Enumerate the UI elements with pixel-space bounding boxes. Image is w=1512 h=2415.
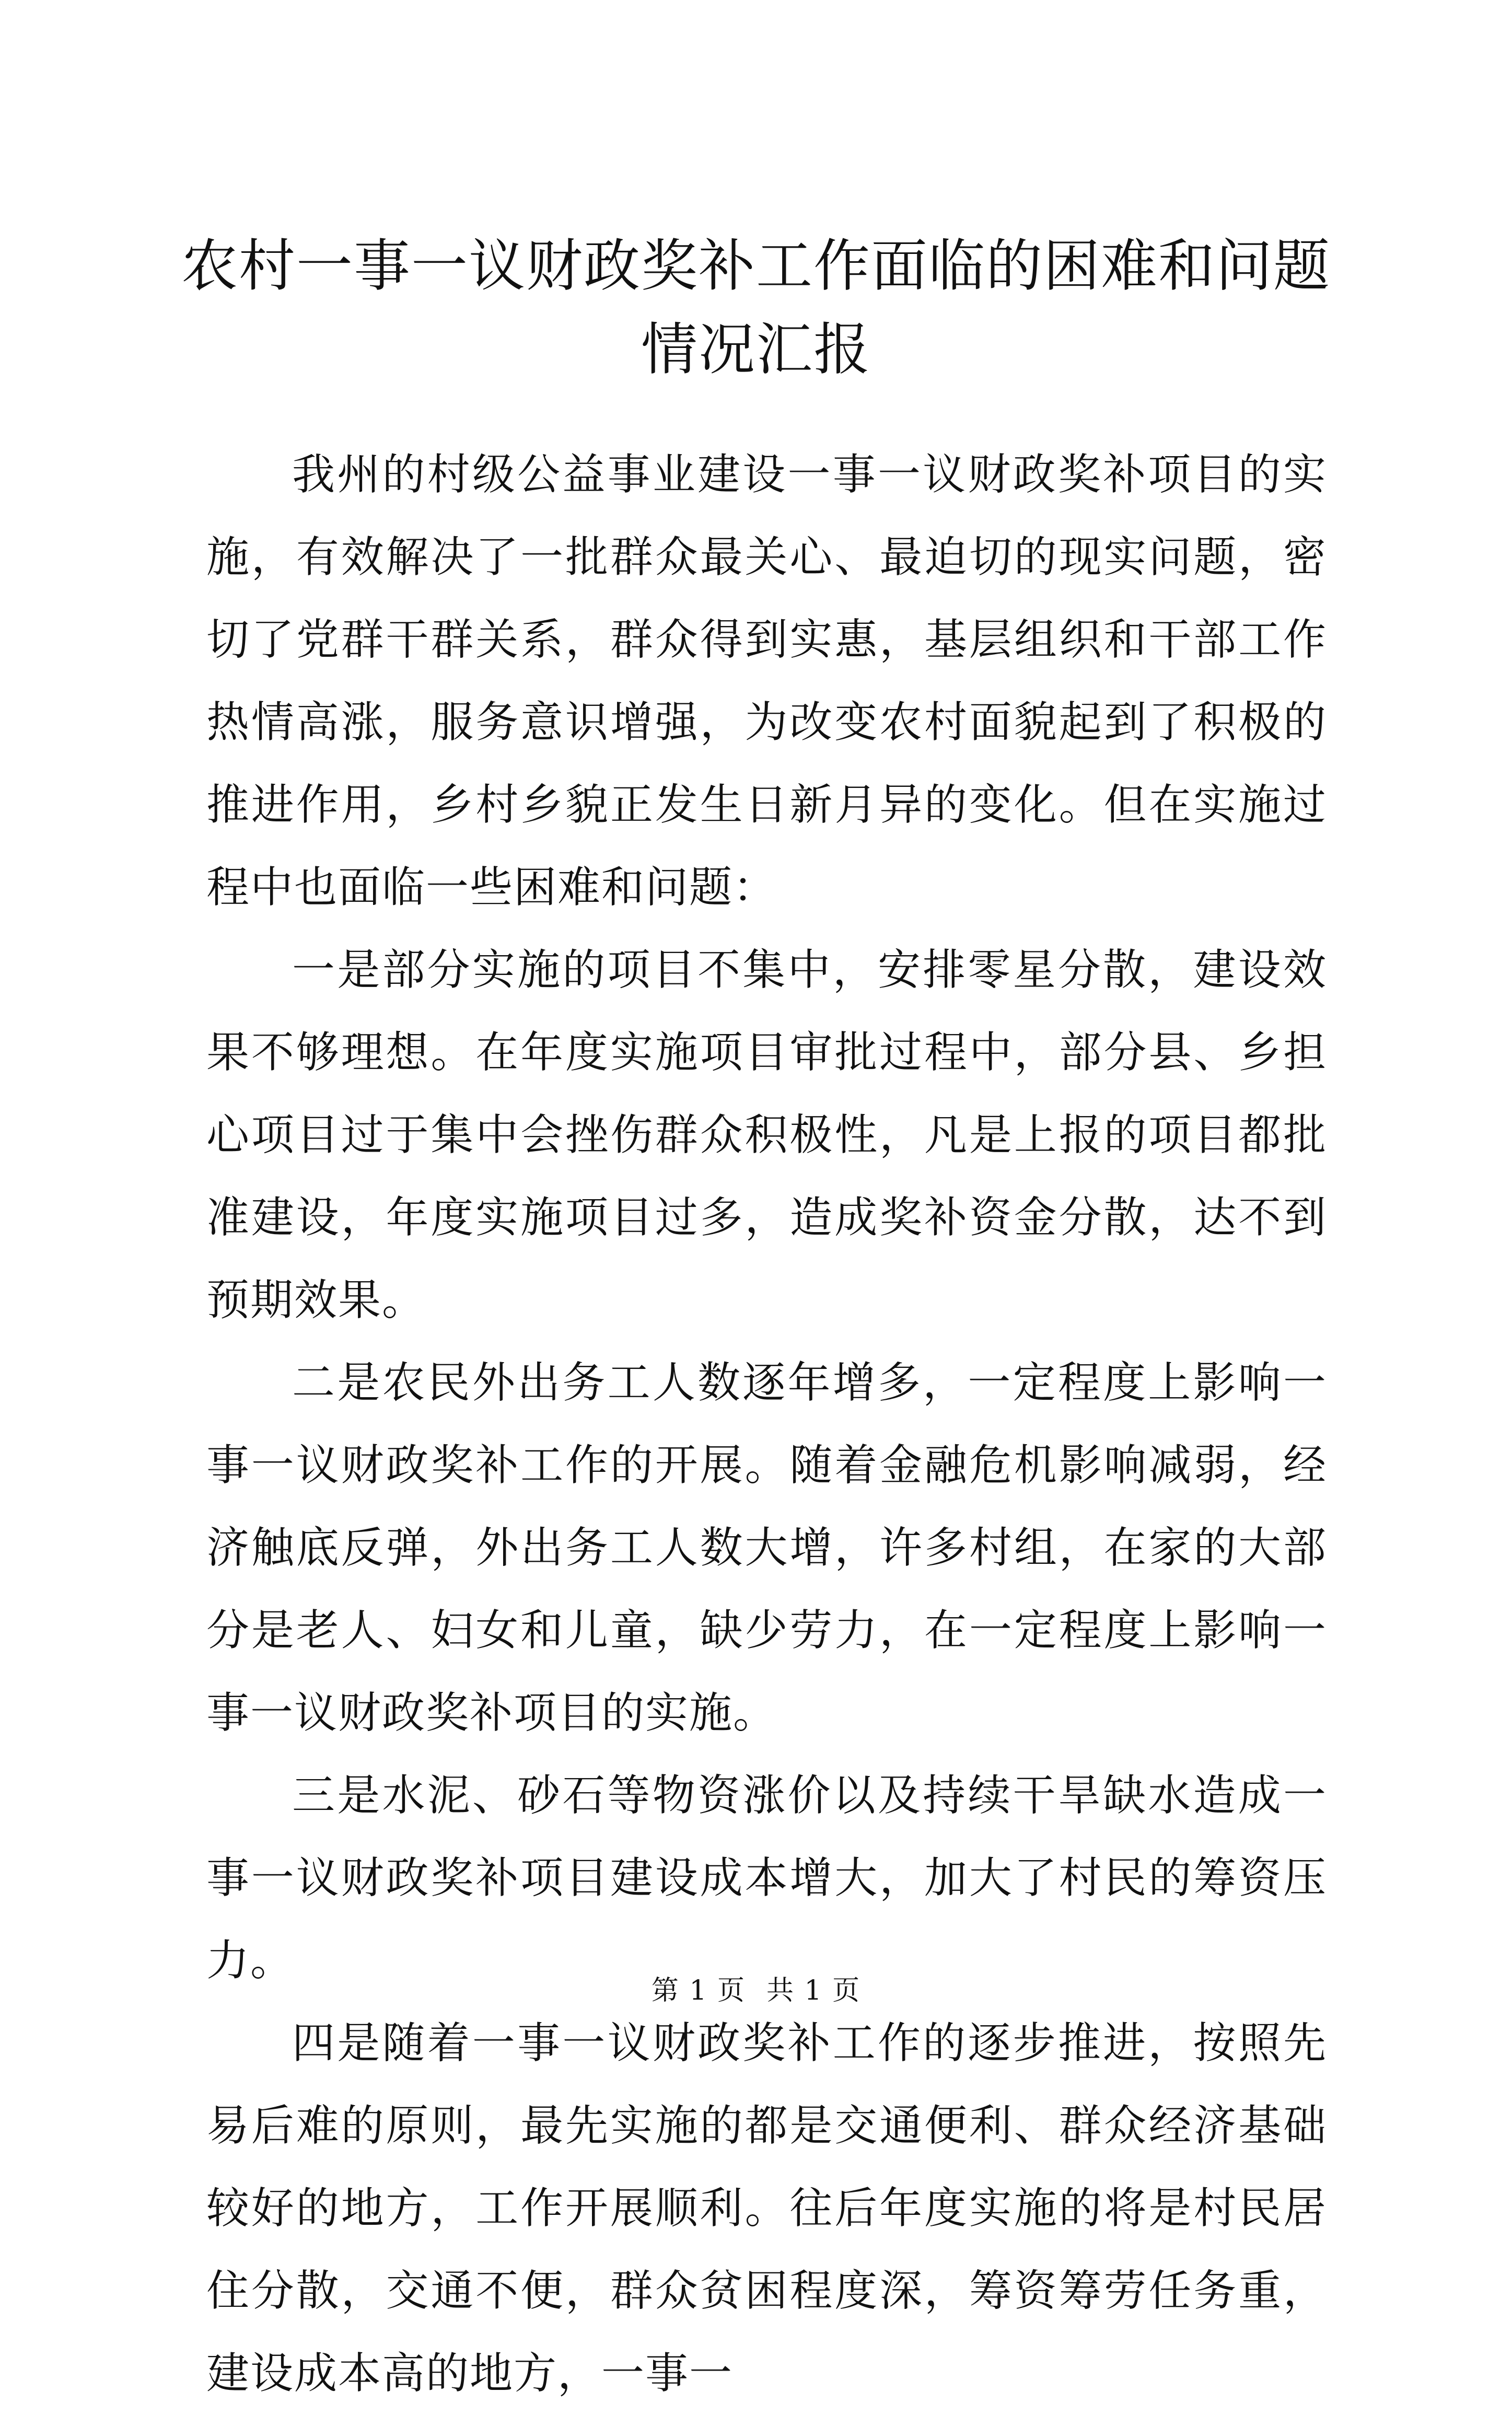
title-line-2: 情况汇报: [641, 317, 871, 382]
document-body: [206, 434, 1327, 2415]
document-title: [157, 225, 1355, 392]
page-number: 第 1 页: [651, 1975, 746, 2006]
page-total: 共 1 页: [766, 1975, 861, 2006]
paragraph-issue-3: 三是水泥、砂石等物资涨价以及持续干旱缺水造成一事一议财政奖补项目建设成本增大，加大了村民的筹资压力。: [206, 1771, 1327, 1986]
page-footer: [0, 1972, 1512, 2009]
paragraph-issue-4: 四是随着一事一议财政奖补工作的逐步推进，按照先易后难的原则，最先实施的都是交通便利、群众经济基础较好的地方，工作开展顺利。往后年度实施的将是村民居住分散，交通不便，群众贫困程度深，筹资筹劳任务重，建设成本高的地方，一事一: [206, 2018, 1327, 2398]
paragraph-issue-2: 二是农民外出务工人数逐年增多，一定程度上影响一事一议财政奖补工作的开展。随着金融危机影响减弱，经济触底反弹，外出务工人数大增，许多村组，在家的大部分是老人、妇女和儿童，缺少劳力，在一定程度上影响一事一议财政奖补项目的实施。: [206, 1358, 1327, 1738]
paragraph-intro: 我州的村级公益事业建设一事一议财政奖补项目的实施，有效解决了一批群众最关心、最迫切的现实问题，密切了党群干群关系，群众得到实惠，基层组织和干部工作热情高涨，服务意识增强，为改变农村面貌起到了积极的推进作用，乡村乡貌正发生日新月异的变化。但在实施过程中也面临一些困难和问题：: [206, 450, 1327, 912]
title-line-1: 农村一事一议财政奖补工作面临的困难和问题: [181, 234, 1331, 299]
paragraph-issue-1: 一是部分实施的项目不集中，安排零星分散，建设效果不够理想。在年度实施项目审批过程中，部分县、乡担心项目过于集中会挫伤群众积极性，凡是上报的项目都批准建设，年度实施项目过多，造成奖补资金分散，达不到预期效果。: [206, 945, 1327, 1325]
